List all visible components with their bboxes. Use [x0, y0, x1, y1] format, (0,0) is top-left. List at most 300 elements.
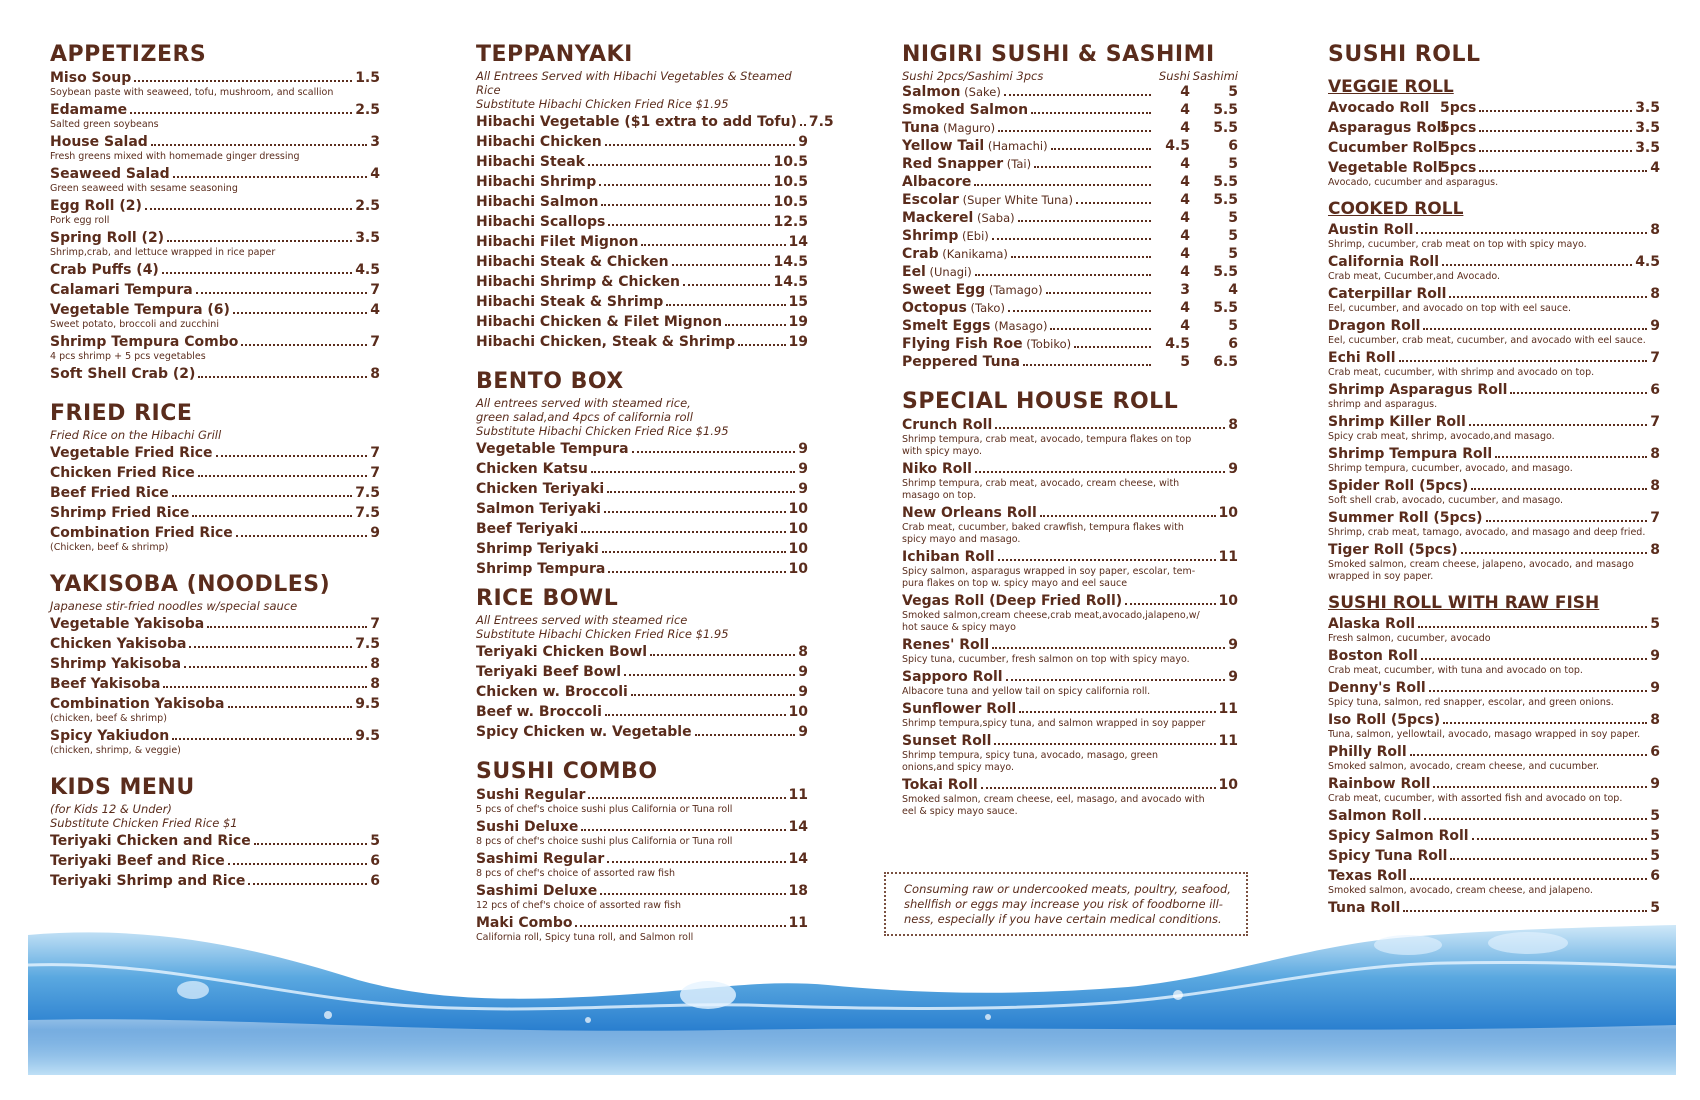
- kids-menu-list: [50, 832, 380, 890]
- menu-item: [476, 293, 808, 311]
- dot-leader: [172, 738, 352, 740]
- menu-item-line: [1328, 743, 1660, 761]
- menu-item: [476, 273, 808, 291]
- menu-item-description: Crab meat, cucumber, with shrimp and avocado on top.: [1328, 367, 1595, 378]
- nigiri-item: [902, 353, 1238, 371]
- menu-item: [50, 101, 380, 131]
- sushi-price: 4: [1180, 210, 1190, 226]
- veggie-roll-section: [1328, 77, 1660, 189]
- menu-item: [476, 133, 808, 151]
- menu-item-line: [476, 683, 808, 701]
- menu-item-price: 7: [1650, 414, 1660, 430]
- menu-item: [476, 253, 808, 271]
- menu-item-price: 9: [798, 684, 808, 700]
- menu-item-line: [1328, 445, 1660, 463]
- menu-item-line: [476, 480, 808, 498]
- menu-item-price: 9: [1228, 637, 1238, 653]
- menu-item-price: 3.5: [1635, 120, 1660, 136]
- menu-item-line: [50, 635, 380, 653]
- menu-item-name: Maki Combo: [476, 915, 573, 931]
- sashimi-price: 5.5: [1213, 102, 1238, 118]
- menu-item-line: [50, 524, 380, 542]
- menu-item-name: Sashimi Deluxe: [476, 883, 598, 899]
- menu-item-line: [476, 153, 808, 171]
- menu-item-line: [476, 460, 808, 478]
- dot-leader: [163, 686, 367, 688]
- dot-leader: [604, 511, 786, 513]
- cooked-roll-list: [1328, 221, 1660, 583]
- nigiri-item: [902, 137, 1238, 155]
- menu-item: [1328, 847, 1660, 865]
- menu-item-price: 14.5: [773, 274, 808, 290]
- dot-leader: [1050, 328, 1151, 330]
- menu-item-name: [902, 83, 1001, 101]
- dot-leader: [1018, 220, 1151, 222]
- menu-item-line: [476, 818, 808, 836]
- menu-item-name: Vegetable Roll: [1328, 160, 1443, 176]
- menu-item-price: 3.5: [355, 230, 380, 246]
- menu-item-price: 4: [1650, 160, 1660, 176]
- dot-leader: [189, 646, 352, 648]
- menu-item: [50, 484, 380, 502]
- dot-leader: [1410, 754, 1648, 756]
- menu-item-line: [902, 504, 1238, 522]
- menu-item: [476, 500, 808, 518]
- menu-item-line: [50, 615, 380, 633]
- menu-item-name: Sapporo Roll: [902, 669, 1003, 685]
- fish-name: Escolar: [902, 192, 959, 208]
- fish-japanese-name: (Tamago): [985, 283, 1043, 297]
- menu-item: [476, 663, 808, 681]
- menu-item: [50, 655, 380, 673]
- menu-item-name: Shrimp Tempura: [476, 561, 606, 577]
- menu-item: [1328, 413, 1660, 443]
- dot-leader: [248, 883, 367, 885]
- menu-item-price: 5: [370, 833, 380, 849]
- fish-japanese-name: (Super White Tuna): [958, 193, 1073, 207]
- menu-item-name: Spring Roll (2): [50, 230, 165, 246]
- menu-item-description: Shrimp tempura, crab meat, avocado, cream cheese, with masago on top.: [902, 478, 1180, 501]
- section-title: FRIED RICE: [50, 401, 193, 426]
- menu-item-line: [50, 872, 380, 890]
- menu-item: [476, 723, 808, 741]
- menu-item-price: 2.5: [355, 102, 380, 118]
- dot-leader: [608, 571, 785, 573]
- sashimi-price: 5: [1228, 318, 1238, 334]
- menu-item-name: [902, 137, 1048, 155]
- menu-item-line: [902, 592, 1238, 610]
- menu-item-name: Cucumber Roll: [1328, 140, 1443, 156]
- bento-box-section: [476, 369, 808, 578]
- menu-item-price: 4: [370, 166, 380, 182]
- menu-column-2: [476, 42, 834, 944]
- dot-leader: [998, 559, 1216, 561]
- dot-leader: [196, 292, 368, 294]
- dot-leader: [145, 208, 352, 210]
- dot-leader: [607, 861, 785, 863]
- menu-item-price: 7: [370, 445, 380, 461]
- menu-item: [1328, 743, 1660, 773]
- menu-item-price: 9: [1650, 318, 1660, 334]
- fish-name: Shrimp: [902, 228, 959, 244]
- fish-japanese-name: (Masago): [990, 319, 1048, 333]
- dot-leader: [1450, 858, 1647, 860]
- menu-item-line: [476, 500, 808, 518]
- menu-item: [902, 776, 1238, 818]
- food-safety-notice: Consuming raw or undercooked meats, poultry, seafood, shellfish or eggs may increase you risk of foodborne ill- ness, especially if you have certain medical conditions.: [884, 872, 1248, 936]
- dot-leader: [607, 491, 795, 493]
- dot-leader: [800, 124, 806, 126]
- menu-item-name: Sunflower Roll: [902, 701, 1017, 717]
- menu-item: [476, 850, 808, 880]
- menu-item-price: 8: [370, 366, 380, 382]
- dot-leader: [162, 272, 352, 274]
- menu-item: [1328, 711, 1660, 741]
- dot-leader: [1034, 166, 1151, 168]
- menu-item-name: Boston Roll: [1328, 648, 1418, 664]
- menu-item-price: 19: [788, 334, 808, 350]
- nigiri-header-row: [902, 69, 1238, 83]
- menu-item-price: 9.5: [355, 728, 380, 744]
- menu-item-name: Teriyaki Chicken Bowl: [476, 644, 648, 660]
- menu-item-name: Asparagus Roll: [1328, 120, 1447, 136]
- menu-item-line: [476, 882, 808, 900]
- menu-item: [1328, 285, 1660, 315]
- menu-item-price: 9: [1650, 776, 1660, 792]
- menu-item-name: New Orleans Roll: [902, 505, 1037, 521]
- dot-leader: [672, 264, 771, 266]
- menu-item-line: [476, 213, 808, 231]
- dot-leader: [236, 535, 367, 537]
- dot-leader: [1006, 679, 1226, 681]
- section-note: (for Kids 12 & Under) Substitute Chicken Fried Rice $1: [50, 802, 238, 830]
- dot-leader: [1421, 658, 1647, 660]
- dot-leader: [173, 176, 368, 178]
- menu-item-line: [476, 133, 808, 151]
- menu-item-line: [1328, 827, 1660, 845]
- menu-item-description: Smoked salmon,cream cheese,crab meat,avocado,jalapeno,w/ hot sauce & spicy mayo: [902, 610, 1200, 633]
- section-title: RICE BOWL: [476, 586, 619, 611]
- menu-item-name: Summer Roll (5pcs): [1328, 510, 1483, 526]
- menu-item-description: California roll, Spicy tuna roll, and Salmon roll: [476, 932, 694, 943]
- sashimi-price: 6: [1228, 336, 1238, 352]
- dot-leader: [632, 451, 796, 453]
- fish-japanese-name: (Tako): [966, 301, 1005, 315]
- menu-item-line: [476, 560, 808, 578]
- menu-item-price: 10.5: [773, 194, 808, 210]
- menu-item-price: 10: [788, 521, 808, 537]
- menu-item-description: Shrimp tempura, spicy tuna, avocado, masago, green onions,and spicy mayo.: [902, 750, 1159, 773]
- menu-item: [1328, 679, 1660, 709]
- menu-item-name: Hibachi Filet Mignon: [476, 234, 639, 250]
- dot-leader: [650, 654, 795, 656]
- section-title: NIGIRI SUSHI & SASHIMI: [902, 42, 1215, 67]
- menu-item-name: Calamari Tempura: [50, 282, 193, 298]
- menu-item: [50, 504, 380, 522]
- menu-item-price: 8: [1650, 478, 1660, 494]
- menu-item-name: Beef Teriyaki: [476, 521, 579, 537]
- menu-item-name: Alaska Roll: [1328, 616, 1416, 632]
- section-title: KIDS MENU: [50, 775, 195, 800]
- menu-item-name: Crab Puffs (4): [50, 262, 159, 278]
- dot-leader: [1486, 520, 1648, 522]
- fish-name: Smelt Eggs: [902, 318, 991, 334]
- menu-item-description: (chicken, shrimp, & veggie): [50, 745, 181, 756]
- menu-item-name: Seaweed Salad: [50, 166, 170, 182]
- menu-item-line: [1328, 285, 1660, 303]
- menu-item-line: [902, 700, 1238, 718]
- menu-item: [1328, 509, 1660, 539]
- menu-item-description: Spicy tuna, salmon, red snapper, escolar, and green onions.: [1328, 697, 1614, 708]
- menu-item-name: Salmon Teriyaki: [476, 501, 601, 517]
- menu-item-price: 9: [798, 664, 808, 680]
- menu-item-line: [476, 113, 834, 131]
- dot-leader: [605, 144, 796, 146]
- dot-leader: [1418, 626, 1647, 628]
- menu-item: [1328, 899, 1660, 917]
- menu-item-price: 7.5: [355, 636, 380, 652]
- menu-item-line: [1328, 867, 1660, 885]
- nigiri-item: [902, 335, 1238, 353]
- rice-bowl-section: [476, 586, 808, 741]
- sushi-combo-list: [476, 786, 808, 944]
- menu-item: [476, 333, 808, 351]
- menu-item-price: 9: [1228, 461, 1238, 477]
- menu-item-name: [902, 335, 1071, 353]
- menu-item: [50, 635, 380, 653]
- fish-japanese-name: (Unagi): [925, 265, 972, 279]
- menu-item: [50, 165, 380, 195]
- fish-name: Sweet Egg: [902, 282, 986, 298]
- menu-item: [1328, 445, 1660, 475]
- section-note: Japanese stir-fried noodles w/special sauce: [50, 599, 298, 613]
- menu-item: [1328, 775, 1660, 805]
- dot-leader: [666, 304, 785, 306]
- menu-item-line: [50, 852, 380, 870]
- menu-item-name: Shrimp Tempura Roll: [1328, 446, 1493, 462]
- dot-leader: [725, 324, 785, 326]
- nigiri-item: [902, 101, 1238, 119]
- menu-item-price: 11: [1218, 733, 1238, 749]
- menu-item-description: Green seaweed with sesame seasoning: [50, 183, 238, 194]
- menu-item-name: Hibachi Chicken: [476, 134, 602, 150]
- menu-item: [476, 703, 808, 721]
- menu-item-description: Sweet potato, broccoli and zucchini: [50, 319, 219, 330]
- menu-item-line: [902, 416, 1238, 434]
- sashimi-price: 5.5: [1213, 300, 1238, 316]
- dot-leader: [1461, 552, 1648, 554]
- menu-item: [50, 281, 380, 299]
- menu-item-name: [902, 101, 1028, 119]
- piece-count: 5pcs: [1440, 120, 1477, 136]
- menu-item-name: Shrimp Killer Roll: [1328, 414, 1466, 430]
- menu-item: [1328, 159, 1660, 189]
- menu-item-price: 10: [1218, 593, 1238, 609]
- menu-item-price: 5: [1650, 900, 1660, 916]
- menu-item-name: Hibachi Steak: [476, 154, 585, 170]
- menu-item-line: [476, 333, 808, 351]
- dot-leader: [1479, 130, 1632, 132]
- fish-japanese-name: (Saba): [973, 211, 1015, 225]
- menu-item: [476, 213, 808, 231]
- dot-leader: [130, 112, 352, 114]
- menu-item: [50, 675, 380, 693]
- dot-leader: [1074, 346, 1151, 348]
- fish-japanese-name: (Maguro): [939, 121, 996, 135]
- menu-item-name: Sushi Deluxe: [476, 819, 579, 835]
- menu-item-name: Combination Yakisoba: [50, 696, 225, 712]
- dot-leader: [1410, 878, 1647, 880]
- dot-leader: [1403, 910, 1647, 912]
- dot-leader: [602, 551, 786, 553]
- menu-item-price: 8: [798, 644, 808, 660]
- menu-item-description: Soft shell crab, avocado, cucumber, and masago.: [1328, 495, 1564, 506]
- dot-leader: [981, 787, 1216, 789]
- dot-leader: [1479, 170, 1647, 172]
- menu-item-line: [1328, 381, 1660, 399]
- dot-leader: [1011, 256, 1151, 258]
- menu-item-line: [902, 732, 1238, 750]
- fish-name: Peppered Tuna: [902, 354, 1020, 370]
- menu-item: [1328, 253, 1660, 283]
- water-wave-decoration: [28, 925, 1676, 1075]
- menu-item-line: [902, 460, 1238, 478]
- menu-item-description: Crab meat, cucumber, with assorted fish and avocado on top.: [1328, 793, 1623, 804]
- menu-item-description: Shrimp tempura,spicy tuna, and salmon wrapped in soy papper: [902, 718, 1206, 729]
- sushi-column-label: Sushi: [1158, 69, 1190, 83]
- menu-item-price: 10: [1218, 505, 1238, 521]
- menu-item-price: 10.5: [773, 154, 808, 170]
- dot-leader: [1416, 232, 1647, 234]
- menu-item-line: [50, 165, 380, 183]
- yakisoba-section: [50, 572, 380, 757]
- menu-item-name: Vegetable Fried Rice: [50, 445, 213, 461]
- menu-item-description: Albacore tuna and yellow tail on spicy california roll.: [902, 686, 1151, 697]
- nigiri-item: [902, 209, 1238, 227]
- menu-item-description: Crab meat, cucumber, baked crawfish, tempura flakes with spicy mayo and masago.: [902, 522, 1184, 545]
- dot-leader: [605, 714, 786, 716]
- piece-count: 5pcs: [1440, 140, 1477, 156]
- menu-item-name: Hibachi Vegetable ($1 extra to add Tofu): [476, 114, 797, 130]
- menu-item-name: [902, 173, 971, 191]
- menu-item-description: (chicken, beef & shrimp): [50, 713, 167, 724]
- menu-item-line: [476, 703, 808, 721]
- menu-item-name: Iso Roll (5pcs): [1328, 712, 1441, 728]
- menu-item-name: [902, 299, 1005, 317]
- menu-item-description: Smoked salmon, avocado, cream cheese, and cucumber.: [1328, 761, 1600, 772]
- menu-item-line: [50, 832, 380, 850]
- menu-item-name: [902, 191, 1073, 209]
- nigiri-item: [902, 227, 1238, 245]
- sushi-combo-section: [476, 759, 808, 944]
- appetizers-section: [50, 42, 380, 383]
- menu-item-price: 7: [370, 616, 380, 632]
- menu-item: [50, 524, 380, 554]
- sashimi-price: 5.5: [1213, 120, 1238, 136]
- menu-item: [50, 69, 380, 99]
- menu-item-price: 14.5: [773, 254, 808, 270]
- menu-item-line: [50, 675, 380, 693]
- menu-item: [1328, 477, 1660, 507]
- menu-item-name: Combination Fried Rice: [50, 525, 233, 541]
- menu-item: [50, 444, 380, 462]
- menu-item-price: 6: [370, 873, 380, 889]
- menu-item-name: [902, 209, 1015, 227]
- menu-item: [50, 301, 380, 331]
- menu-item-price: 3.5: [1635, 140, 1660, 156]
- sushi-price: 4: [1180, 84, 1190, 100]
- menu-item: [50, 615, 380, 633]
- menu-item-line: [1328, 221, 1660, 239]
- nigiri-item: [902, 155, 1238, 173]
- menu-item: [1328, 827, 1660, 845]
- menu-item-price: 14: [788, 851, 808, 867]
- menu-item-name: [902, 155, 1031, 173]
- fried-rice-list: [50, 444, 380, 554]
- bento-box-list: [476, 440, 808, 578]
- dot-leader: [184, 666, 367, 668]
- menu-item-line: [476, 540, 808, 558]
- menu-item-price: 5: [1650, 828, 1660, 844]
- dot-leader: [1472, 838, 1648, 840]
- sashimi-price: 5: [1228, 156, 1238, 172]
- sashimi-price: 6: [1228, 138, 1238, 154]
- menu-item-line: [1328, 509, 1660, 527]
- menu-item-description: Smoked salmon, avocado, cream cheese, and jalapeno.: [1328, 885, 1593, 896]
- menu-item-price: 6: [370, 853, 380, 869]
- dot-leader: [228, 863, 367, 865]
- dot-leader: [599, 184, 770, 186]
- sushi-price: 4: [1180, 246, 1190, 262]
- menu-item-description: Smoked salmon, cream cheese, eel, masago, and avocado with eel & spicy mayo sauce.: [902, 794, 1205, 817]
- menu-item-description: 12 pcs of chef's choice of assorted raw fish: [476, 900, 682, 911]
- menu-item-name: Hibachi Shrimp: [476, 174, 597, 190]
- menu-item-price: 8: [1650, 446, 1660, 462]
- menu-item-line: [1328, 413, 1660, 431]
- menu-item-description: Spicy salmon, asparagus wrapped in soy paper, escolar, tem- pura flakes on top w. spicy mayo and eel sauce: [902, 566, 1196, 589]
- menu-item-description: 4 pcs shrimp + 5 pcs vegetables: [50, 351, 206, 362]
- menu-item-line: [1328, 807, 1660, 825]
- menu-item-price: 10: [788, 561, 808, 577]
- sushi-price: 4: [1180, 102, 1190, 118]
- dot-leader: [1429, 690, 1648, 692]
- fish-name: Eel: [902, 264, 926, 280]
- sushi-price: 5: [1180, 354, 1190, 370]
- menu-item-line: [476, 786, 808, 804]
- menu-item-line: [476, 173, 808, 191]
- menu-item-line: [50, 333, 380, 351]
- fish-name: Octopus: [902, 300, 967, 316]
- menu-item-price: 14: [788, 819, 808, 835]
- menu-item-name: Teriyaki Shrimp and Rice: [50, 873, 246, 889]
- menu-item-name: Hibachi Scallops: [476, 214, 606, 230]
- menu-item-line: [1328, 139, 1660, 157]
- menu-item-price: 4.5: [355, 262, 380, 278]
- fish-japanese-name: (Tobiko): [1022, 337, 1072, 351]
- menu-item: [902, 592, 1238, 634]
- subsection-title: VEGGIE ROLL: [1328, 77, 1454, 97]
- menu-item-price: 9: [1650, 680, 1660, 696]
- menu-item-price: 9: [798, 134, 808, 150]
- menu-item-line: [476, 193, 808, 211]
- dot-leader: [192, 515, 352, 517]
- dot-leader: [581, 829, 785, 831]
- menu-item-price: 15: [788, 294, 808, 310]
- menu-item-description: Shrimp tempura, cucumber, avocado, and masago.: [1328, 463, 1573, 474]
- menu-item-description: Soybean paste with seaweed, tofu, mushroom, and scallion: [50, 87, 334, 98]
- menu-item-name: Hibachi Chicken, Steak & Shrimp: [476, 334, 736, 350]
- menu-item: [476, 313, 808, 331]
